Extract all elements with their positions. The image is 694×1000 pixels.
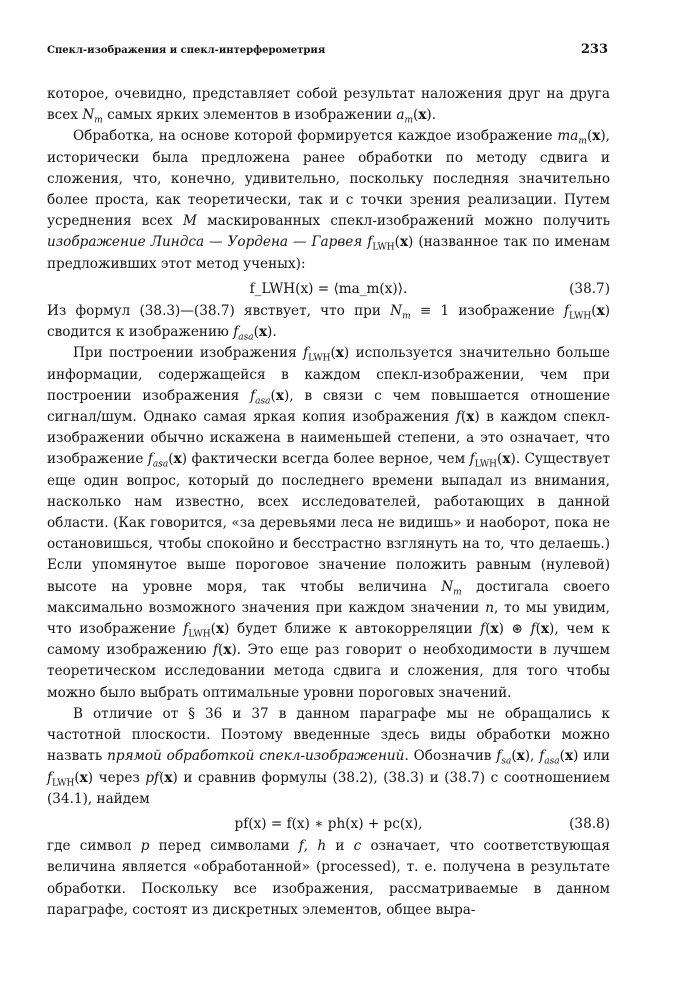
equation-number: (38.8) <box>569 815 610 832</box>
running-title: Спекл-изображения и спекл-интерферометрия <box>47 45 326 56</box>
paragraph: которое, очевидно, представляет собой результат наложения друг на друга всех $N_m$ самых ярких элементов в изображении $a_m(x)$. <box>47 86 610 126</box>
paragraph: где символ p перед символами f, h и c означает, что соответствующая величина является «обработанной» (processed), т. е. получена в результате обработки. Поскольку все изображения, рассматриваемые в данном параграфе, состоят из дискретных элементов, общее выра- <box>47 838 610 918</box>
paragraph: При построении изображения $f_{LWH}(x)$ используется значительно больше информации, содержащейся в каждом спекл-изображении, чем при построении изображения $f_{asa}(x)$, в связи с чем повышается отношение сигнал/шум. Однако самая яркая копия изображения f(x) в каждом спекл-изображении обычно искажена в наименьшей степени, а это означает, что изображение $f_{asa}(x)$ фактически всегда более верное, чем $f_{LWH}(x)$. Существует еще один вопрос, который до последнего времени выпадал из внимания, насколько нам известно, всех исследователей, работающих в данной области. (Как говорится, «за деревьями леса не видишь» и наоборот, пока не остановишься, чтобы спокойно и бесстрастно взглянуть на то, что делаешь.) Если упомянутое выше пороговое значение положить равным (нулевой) высоте на уровне моря, так чтобы величина $N_m$ достигала своего максимально возможного значения при каждом значении n, то мы увидим, что изображение $f_{LWH}(x)$ будет ближе к автокорреляции f(x) ⊛ f(x), чем к самому изображению f(x). Это еще раз говорит о необходимости в лучшем теоретическом исследовании метода сдвига и сложения, для того чтобы можно было выбрать оптимальные уровни пороговых значений. <box>47 345 610 701</box>
page-number: 233 <box>580 42 608 57</box>
equation-number: (38.7) <box>569 280 610 297</box>
running-header <box>47 42 608 57</box>
equation-formula: f_LWH(x) = ⟨ma_m(x)⟩. <box>249 280 408 297</box>
equation-formula: pf(x) = f(x) ∗ ph(x) + pc(x), <box>234 815 423 832</box>
equation-38-7 <box>47 279 610 300</box>
paragraph: В отличие от § 36 и 37 в данном параграфе мы не обращались к частотной плоскости. Поэтому введенные здесь виды обработки можно назвать прямой обработкой спекл-изображений. Обозначив $f_{sa}(x)$, $f_{asa}(x)$ или $f_{LWH}(x)$ через pf(x) и сравнив формулы (38.2), (38.3) и (38.7) с соотношением (34.1), найдем <box>47 705 610 807</box>
text-body <box>47 84 610 921</box>
paragraph: Обработка, на основе которой формируется каждое изображение $ma_m(x)$, исторически была предложена ранее обработки по методу сдвига и сложения, что, конечно, удивительно, поскольку последняя значительно более проста, как теоретически, так и с точки зрения реализации. Путем усреднения всех M маскированных спекл-изображений можно получить изображение Линдса — Уордена — Гарвея $f_{LWH}(x)$ (названное так по именам предложивших этот метод ученых): <box>47 128 610 272</box>
paragraph: Из формул (38.3)—(38.7) явствует, что при $N_m \equiv 1$ изображение $f_{LWH}(x)$ сводится к изображению $f_{asa}(x)$. <box>47 303 611 343</box>
equation-38-8 <box>47 814 610 835</box>
